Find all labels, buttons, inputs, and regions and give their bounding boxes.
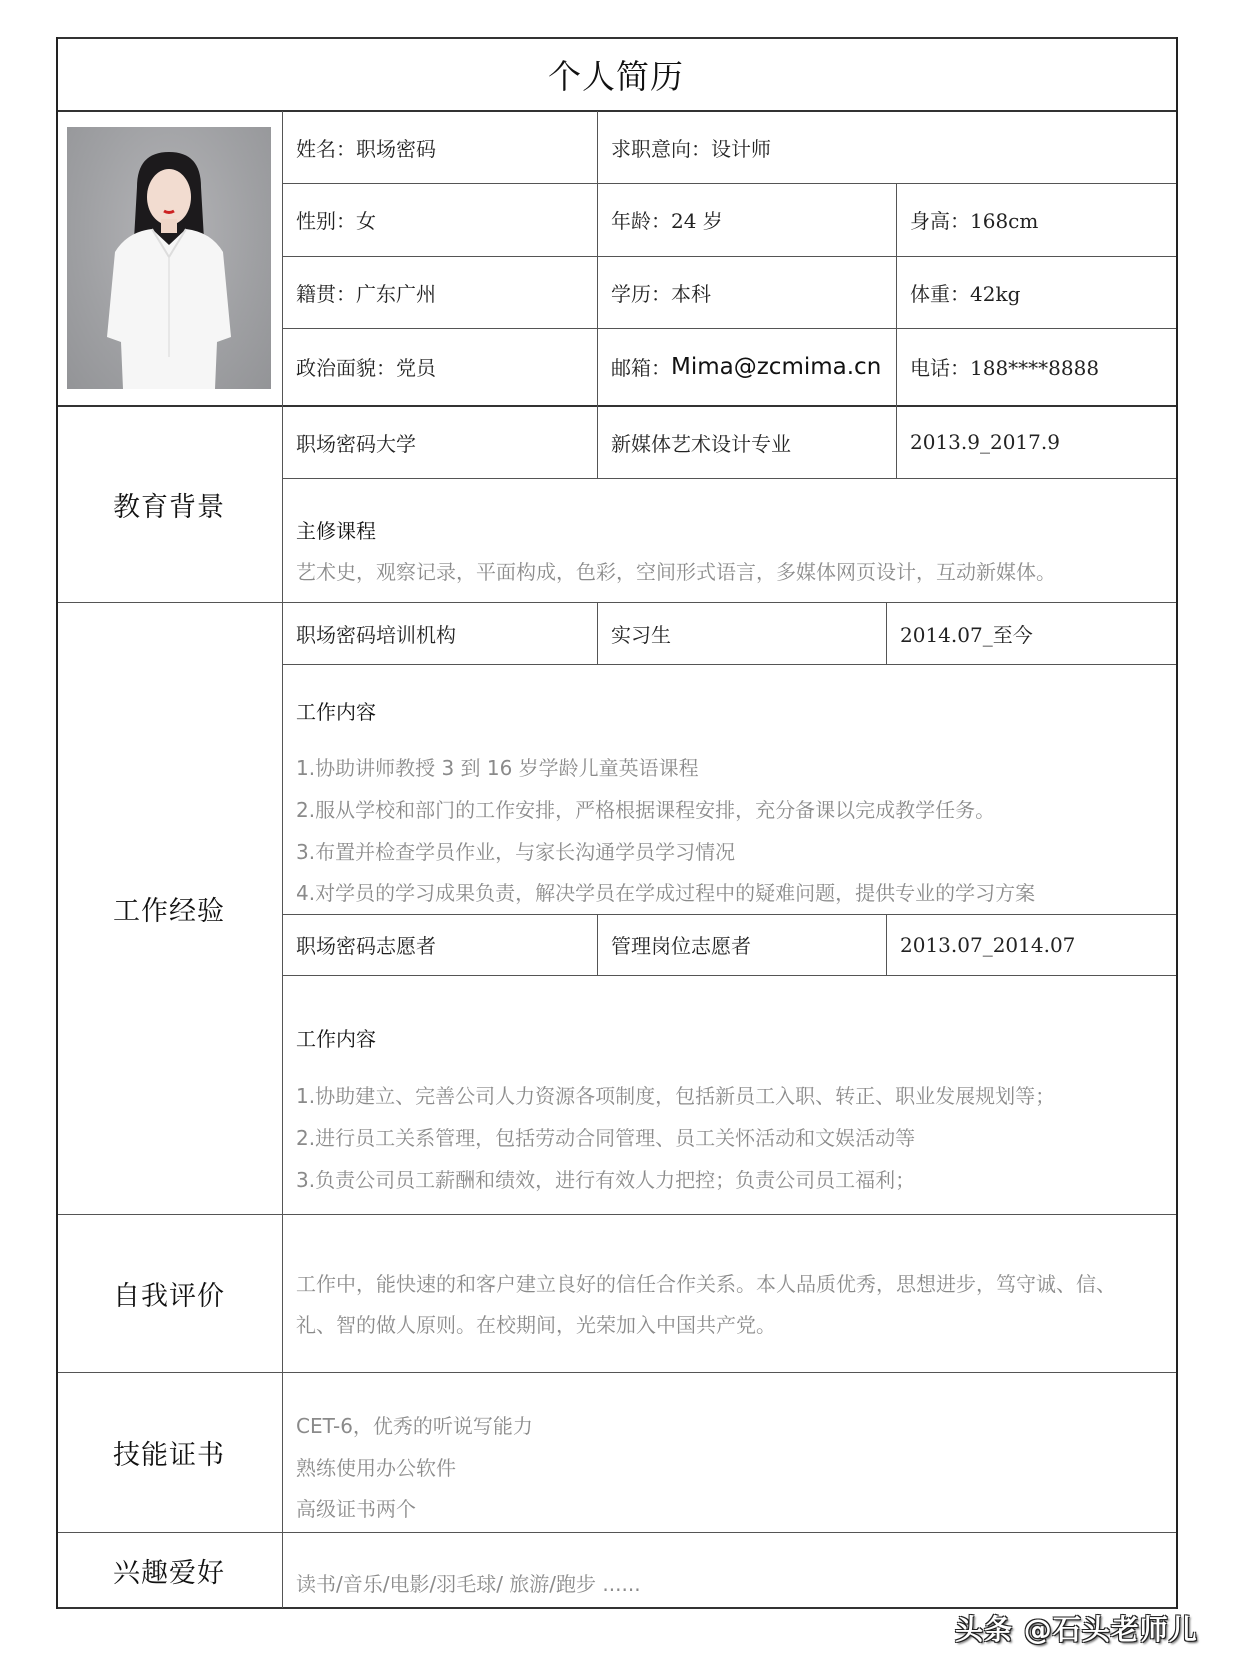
section-label-education: 教育背景 [113,491,225,523]
field-age: 年龄：24 岁 [611,209,723,233]
job-item: 4.对学员的学习成果负责，解决学员在学成过程中的疑难问题，提供专业的学习方案 [296,881,1036,905]
row-border [282,664,1177,665]
skill-item: CET-6，优秀的听说写能力 [296,1414,533,1438]
page-title: 个人简历 [548,57,684,96]
row-border [282,975,1177,976]
skill-item: 高级证书两个 [296,1497,416,1521]
hobbies-text: 读书/音乐/电影/羽毛球/ 旅游/跑步 ...... [296,1572,641,1596]
job-role: 实习生 [611,623,671,647]
job-item: 2.服从学校和部门的工作安排，严格根据课程安排，充分备课以完成教学任务。 [296,798,996,822]
field-weight: 体重：42kg [910,281,1021,306]
section-label-self-eval: 自我评价 [113,1281,225,1312]
watermark: 头条 @石头老师儿 [955,1613,1198,1646]
self-eval-line: 礼、智的做人原则。在校期间，光荣加入中国共产党。 [296,1313,776,1337]
skill-item: 熟练使用办公软件 [296,1456,456,1480]
field-political-status: 政治面貌：党员 [296,356,436,380]
courses-heading: 主修课程 [296,519,376,543]
field-education-level: 学历：本科 [611,281,711,306]
section-label-hobbies: 兴趣爱好 [113,1558,225,1589]
email-label: 邮箱： [611,356,671,380]
row-border [282,478,1177,479]
job-period: 2014.07_至今 [900,623,1033,647]
portrait-illustration [67,127,271,389]
table-right-border [1176,37,1178,1609]
job-item: 1.协助建立、完善公司人力资源各项制度，包括新员工入职、转正、职业发展规划等； [296,1084,1056,1108]
job-item: 3.负责公司员工薪酬和绩效，进行有效人力把控；负责公司员工福利； [296,1168,916,1192]
job-item: 3.布置并检查学员作业，与家长沟通学员学习情况 [296,840,736,864]
section-label-work: 工作经验 [113,896,225,927]
self-eval-line: 工作中，能快速的和客户建立良好的信任合作关系。本人品质优秀，思想进步，笃守诚、信、 [296,1272,1116,1296]
field-job-intent: 求职意向：设计师 [611,136,771,161]
edu-school: 职场密码大学 [296,431,416,456]
job-item: 1.协助讲师教授 3 到 16 岁学龄儿童英语课程 [296,756,699,780]
field-phone: 电话：188****8888 [910,356,1100,380]
field-height: 身高：168cm [910,209,1039,233]
job-org: 职场密码志愿者 [296,934,436,958]
field-gender: 性别：女 [296,209,376,233]
email-value: Mima@zcmima.cn [671,353,882,380]
field-name: 姓名：职场密码 [296,136,436,161]
field-hometown: 籍贯：广东广州 [296,281,436,306]
job-period: 2013.07_2014.07 [900,932,1076,957]
job-item: 2.进行员工关系管理，包括劳动合同管理、员工关怀活动和文娱活动等 [296,1126,916,1150]
edu-major: 新媒体艺术设计专业 [611,431,791,456]
section-label-skills: 技能证书 [113,1440,225,1471]
edu-period: 2013.9_2017.9 [910,430,1060,454]
field-email [597,328,896,405]
job-org: 职场密码培训机构 [296,623,456,647]
job-content-heading: 工作内容 [296,700,376,724]
profile-photo [67,127,271,389]
job-role: 管理岗位志愿者 [611,934,751,958]
courses-list: 艺术史，观察记录，平面构成，色彩，空间形式语言，多媒体网页设计，互动新媒体。 [296,560,1056,584]
job-content-heading: 工作内容 [296,1027,376,1051]
